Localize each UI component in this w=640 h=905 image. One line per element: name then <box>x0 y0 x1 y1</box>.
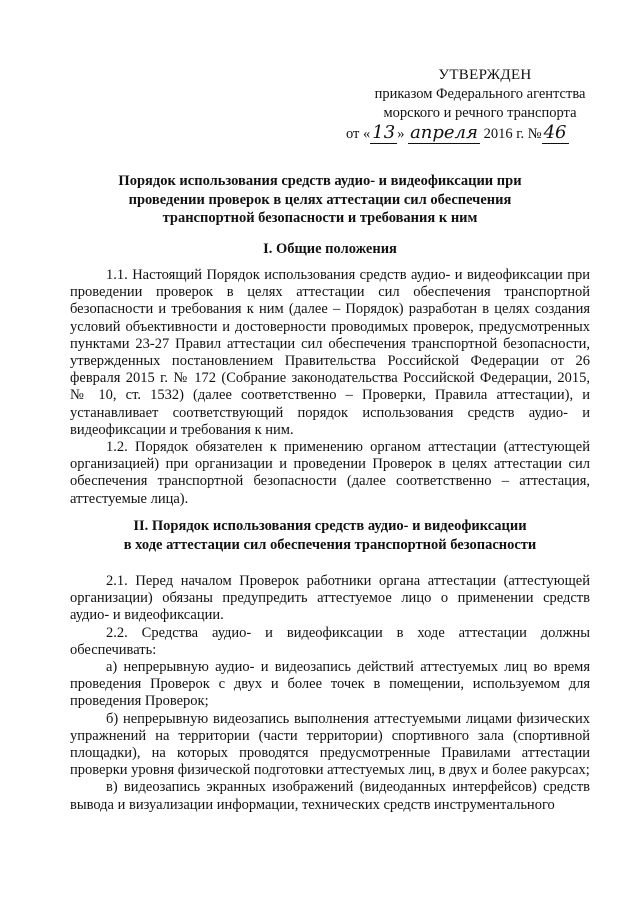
paragraph-2-2-a: а) непрерывную аудио- и видеозапись действий аттестуемых лиц во время проведения Проверок с двух и более точек в помещении, используемом для проведения Проверок; <box>70 659 590 710</box>
date-mid: » <box>397 126 405 142</box>
year-text: 2016 г. № <box>483 126 542 142</box>
paragraph-2-2-c: в) видеозапись экранных изображений (видеоданных интерфейсов) средств вывода и визуализации информации, технических средств инструментального <box>70 779 590 813</box>
paragraph-1-2: 1.2. Порядок обязателен к применению органом аттестации (аттестующей организацией) при организации и проведении Проверок в целях аттестации сил обеспечения транспортной безопасности (далее соответственно – аттестация, аттестуемые лица). <box>70 439 590 507</box>
paragraph-1-1: 1.1. Настоящий Порядок использования средств аудио- и видеофиксации при проведении проверок в целях аттестации сил обеспечения транспортной безопасности и требования к ним (далее – Порядок) разработан в целях создания условий объективности и достоверности проводимых проверок, предусмотренных пунктами 23-27 Правил аттестации сил обеспечения транспортной безопасности, утвержденных постановлением Правительства Российской Федерации от 26 февраля 2015 г. № 172 (Собрание законодательства Российской Федерации, 2015, № 10, ст. 1532) (далее соответственно – Проверки, Правила аттестации), и устанавливает соответствующий порядок использования средств аудио- и видеофиксации и требования к ним. <box>70 267 590 438</box>
handwritten-month: апреля <box>410 122 478 143</box>
section-1-body <box>70 267 590 508</box>
section-2-heading <box>70 517 590 555</box>
paragraph-2-1: 2.1. Перед началом Проверок работники органа аттестации (аттестующей организации) обязаны предупредить аттестуемое лицо о применении средств аудио- и видеофиксации. <box>70 573 590 624</box>
handwritten-day: 13 <box>372 122 396 143</box>
date-prefix: от « <box>346 126 371 142</box>
approval-title: УТВЕРЖДЕН <box>438 67 532 83</box>
section-2-body <box>70 573 590 814</box>
paragraph-2-2: 2.2. Средства аудио- и видеофиксации в ходе аттестации должны обеспечивать: <box>70 624 590 658</box>
document-title: Порядок использования средств аудио- и видеофиксации при проведении проверок в целях аттестации сил обеспечения транспортной безопасности и требования к ним <box>118 173 522 226</box>
paragraph-2-2-b: б) непрерывную видеозапись выполнения аттестуемыми лицами физических упражнений на территории (части территории) спортивного зала (спортивной площадки), на которых проводятся предусмотренные Правилами аттестации проверки уровня физической подготовки аттестуемых лиц, в двух и более ракурсах; <box>70 710 590 779</box>
approval-line-1: приказом Федерального агентства <box>374 86 586 102</box>
approval-stamp <box>340 66 620 144</box>
section-2-heading-line-2: в ходе аттестации сил обеспечения транспортной безопасности <box>123 537 537 553</box>
section-1-heading: I. Общие положения <box>263 241 397 257</box>
section-2-heading-line-1: II. Порядок использования средств аудио- и видеофиксации <box>133 518 527 534</box>
approval-date-line <box>340 123 620 144</box>
handwritten-number: 46 <box>543 122 567 143</box>
approval-line-2: морского и речного транспорта <box>383 105 577 121</box>
